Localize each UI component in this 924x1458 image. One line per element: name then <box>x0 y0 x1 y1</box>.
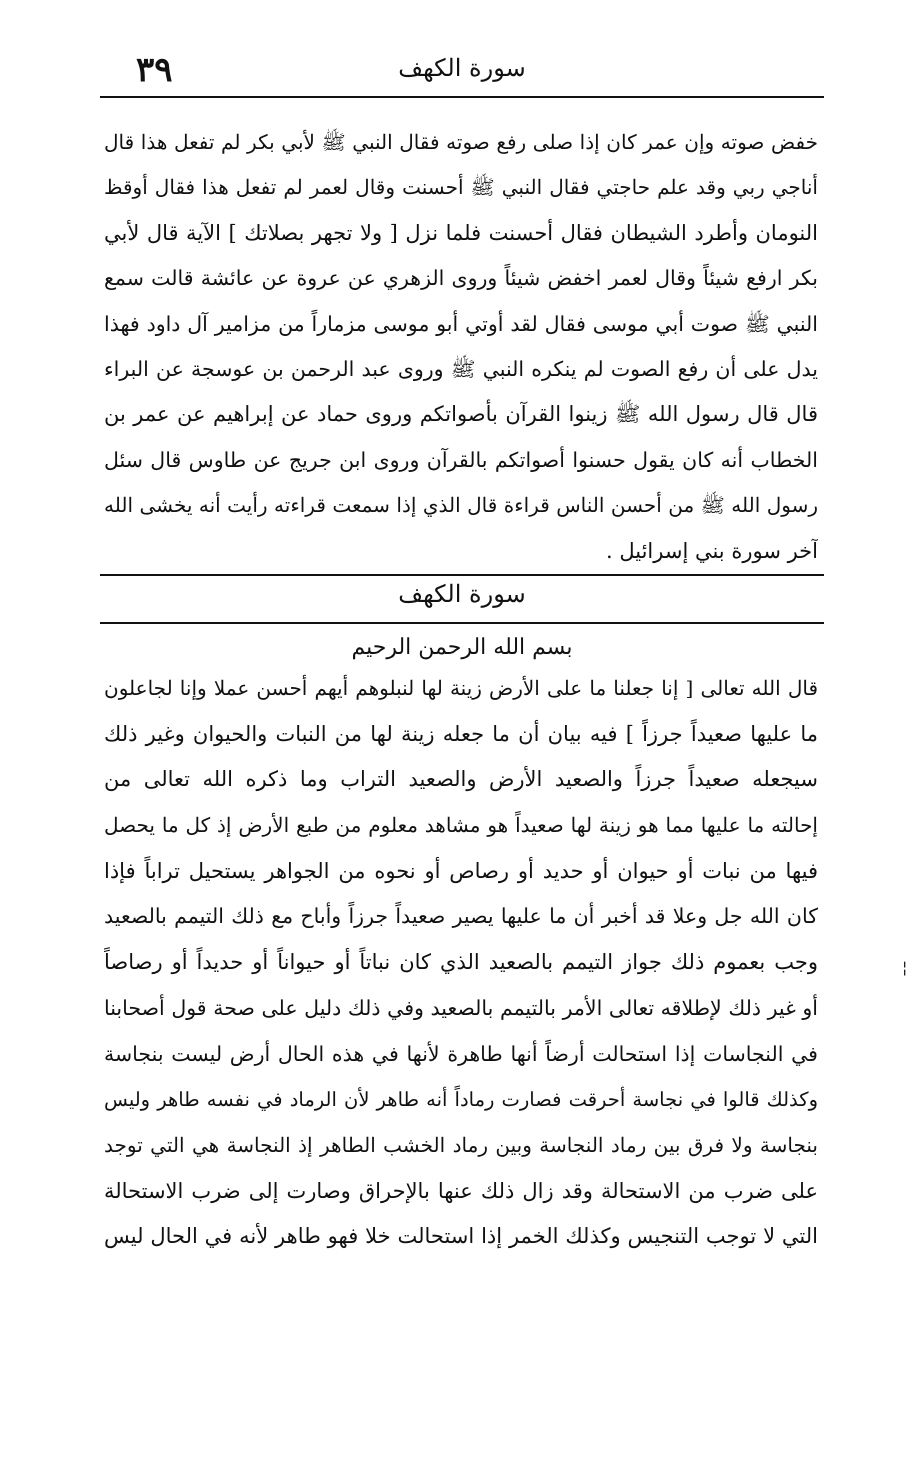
text-line: خفض صوته وإن عمر كان إذا صلى رفع صوته فقال النبي ﷺ لأبي بكر لم تفعل هذا قال <box>104 130 818 154</box>
basmala: بسم الله الرحمن الرحيم <box>351 635 573 660</box>
text-line: كان الله جل وعلا قد أخبر أن ما عليها يصير صعيداً جرزاً وأباح مع ذلك التيمم بالصعيد <box>104 904 818 929</box>
text-line: أناجي ربي وقد علم حاجتي فقال النبي ﷺ أحسنت وقال لعمر لم تفعل هذا فقال أوقظ <box>104 175 818 200</box>
text-line: في النجاسات إذا استحالت أرضاً أنها طاهرة لأنها في هذه الحال أرض ليست بنجاسة <box>104 1041 818 1066</box>
text-line: قال الله تعالى [ إنا جعلنا ما على الأرض زينة لها لنبلوهم أيهم أحسن عملا وإنا لجاعلون <box>104 676 818 700</box>
text-line: فيها من نبات أو حيوان أو حديد أو رصاص أو نحوه من الجواهر يستحيل تراباً فإذا <box>104 858 818 883</box>
text-line: وجب بعموم ذلك جواز التيمم بالصعيد الذي كان نباتاً أو حيواناً أو حديداً أو رصاصاً <box>104 950 818 975</box>
text-line: رسول الله ﷺ من أحسن الناس قراءة قال الذي إذا سمعت قراءته رأيت أنه يخشى الله <box>104 493 818 518</box>
page-header <box>100 44 824 96</box>
section-rule-bottom <box>100 622 824 624</box>
body-text-block <box>104 120 818 574</box>
text-line: آخر سورة بني إسرائيل . <box>606 538 818 563</box>
text-line: النبي ﷺ صوت أبي موسى فقال لقد أوتي أبو موسى مزماراً من مزامير آل داود فهذا <box>104 311 818 336</box>
text-line: بكر ارفع شيئاً وقال لعمر اخفض شيئاً وروى الزهري عن عروة عن عائشة قالت سمع <box>104 266 818 291</box>
running-title: سورة الكهف <box>398 54 526 82</box>
margin-mark: ¦ <box>902 958 908 977</box>
text-line: أو غير ذلك لإطلاقه تعالى الأمر بالتيمم بالصعيد وفي ذلك دليل على صحة قول أصحابنا <box>104 995 818 1020</box>
header-rule <box>100 96 824 98</box>
section-rule-top <box>100 574 824 576</box>
text-line: التي لا توجب التنجيس وكذلك الخمر إذا استحالت خلا فهو طاهر لأنه في الحال ليس <box>104 1224 818 1249</box>
text-line: الخطاب أنه كان يقول حسنوا أصواتكم بالقرآن وروى ابن جريج عن طاوس قال سئل <box>104 447 818 472</box>
text-line: ما عليها صعيداً جرزاً ] فيه بيان أن ما جعله زينة لها من النبات والحيوان وغير ذلك <box>104 721 818 746</box>
page-number: ٣٩ <box>136 50 173 90</box>
text-line: إحالته ما عليها مما هو زينة لها صعيداً هو مشاهد معلوم من طبع الأرض إذ كل ما يحصل <box>104 813 818 838</box>
section-text-block <box>104 666 818 1260</box>
text-line: وكذلك قالوا في نجاسة أحرقت فصارت رماداً أنه طاهر لأن الرماد في نفسه طاهر وليس <box>104 1088 818 1112</box>
text-line: سيجعله صعيداً جرزاً والصعيد الأرض والصعيد التراب وما ذكره الله تعالى من <box>104 767 818 792</box>
text-line: بنجاسة ولا فرق بين رماد النجاسة وبين رماد الخشب الطاهر إذ النجاسة هي التي توجد <box>104 1132 818 1157</box>
text-line: قال قال رسول الله ﷺ زينوا القرآن بأصواتكم وروى حماد عن إبراهيم عن عمر بن <box>104 402 818 427</box>
section-title: سورة الكهف <box>398 580 526 608</box>
text-line: النومان وأطرد الشيطان فقال أحسنت فلما نزل [ ولا تجهر بصلاتك ] الآية قال لأبي <box>104 220 818 245</box>
text-line: يدل على أن رفع الصوت لم ينكره النبي ﷺ وروى عبد الرحمن بن عوسجة عن البراء <box>104 356 818 381</box>
text-line: على ضرب من الاستحالة وقد زال ذلك عنها بالإحراق وصارت إلى ضرب الاستحالة <box>104 1178 818 1203</box>
